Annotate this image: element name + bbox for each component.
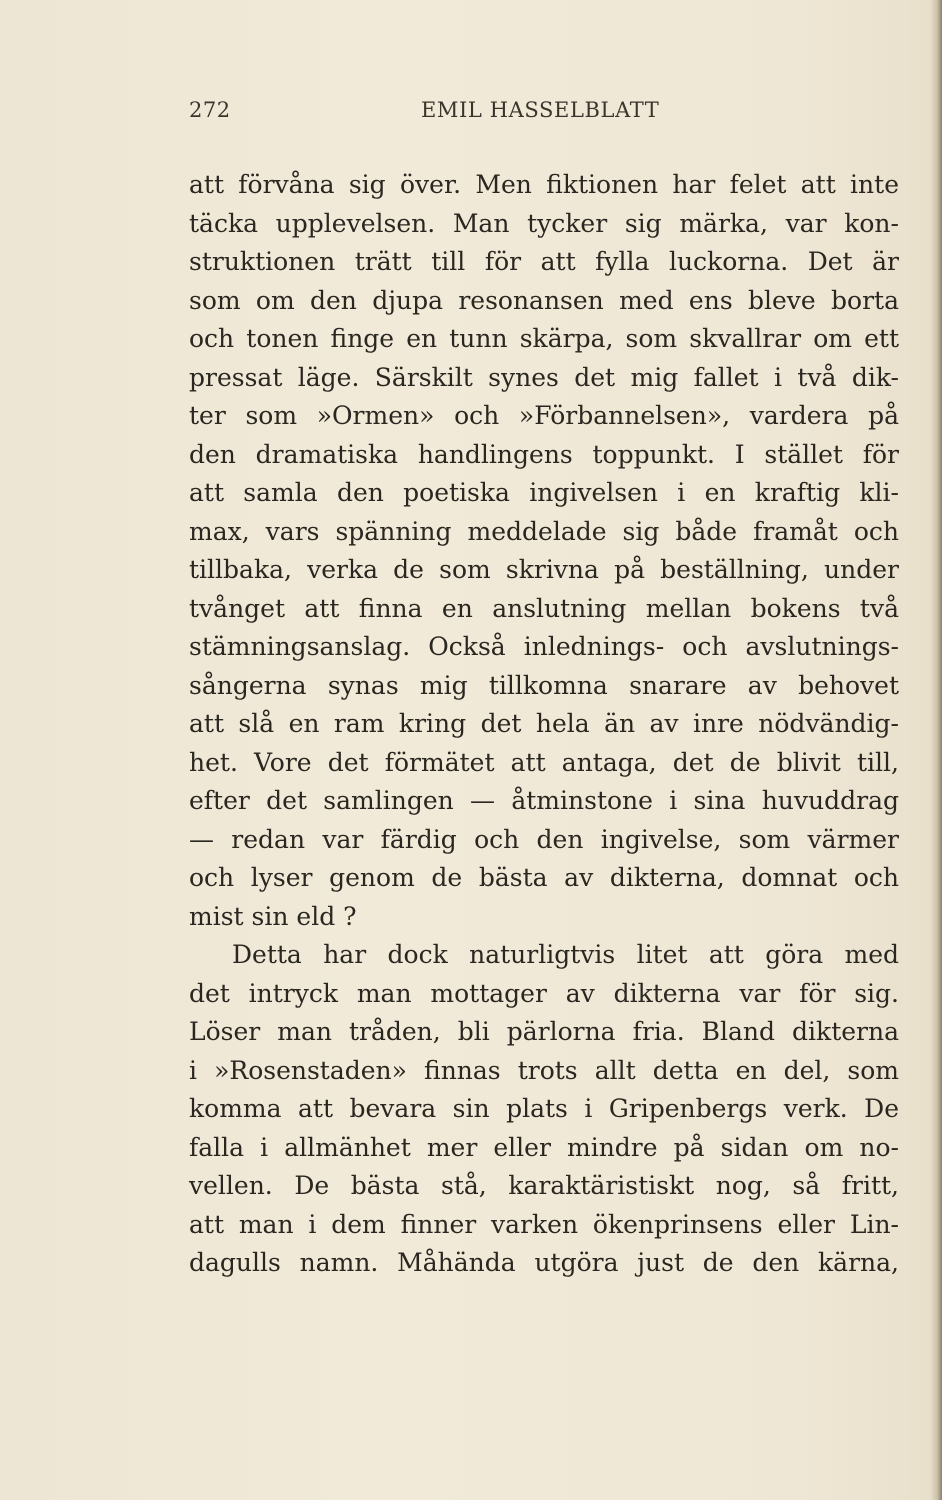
text-line: att förvåna sig över. Men fiktionen har felet att inte — [189, 170, 899, 199]
text-line: att man i dem finner varken ökenprinsens eller Lin- — [189, 1209, 899, 1239]
text-line: vellen. De bästa stå, karaktäristiskt nog, så fritt, — [189, 1171, 899, 1200]
text-line: att slå en ram kring det hela än av inre nödvändig- — [189, 709, 899, 738]
text-line: att samla den poetiska ingivelsen i en kraftig kli- — [189, 478, 899, 507]
text-line: och lyser genom de bästa av dikterna, domnat och — [189, 863, 899, 892]
body-text — [189, 166, 899, 1283]
paragraph-start-line: Detta har dock naturligtvis litet att göra med — [232, 940, 899, 969]
text-line: tillbaka, verka de som skrivna på beställning, under — [189, 555, 899, 584]
text-line: som om den djupa resonansen med ens bleve borta — [189, 285, 899, 315]
text-line: efter det samlingen — åtminstone i sina huvuddrag — [189, 786, 899, 815]
text-line: tvånget att finna en anslutning mellan bokens två — [189, 593, 899, 623]
text-line: falla i allmänhet mer eller mindre på sidan om no- — [189, 1132, 899, 1162]
page-number: 272 — [189, 98, 231, 122]
text-line: het. Vore det förmätet att antaga, det de blivit till, — [189, 747, 899, 777]
text-line: täcka upplevelsen. Man tycker sig märka, var kon- — [189, 208, 899, 238]
paragraph-end-line: mist sin eld ? — [189, 901, 357, 931]
text-line: ter som »Ormen» och »Förbannelsen», vardera på — [189, 401, 899, 430]
text-line: komma att bevara sin plats i Gripenbergs verk. De — [189, 1094, 899, 1123]
text-line: struktionen trätt till för att fylla luckorna. Det är — [189, 247, 899, 276]
text-line: stämningsanslag. Också inlednings- och avslutnings- — [189, 632, 899, 661]
text-line: pressat läge. Särskilt synes det mig fallet i två dik- — [189, 362, 899, 392]
page-header — [189, 98, 899, 138]
text-line: max, vars spänning meddelade sig både framåt och — [189, 516, 899, 546]
text-line: den dramatiska handlingens toppunkt. I stället för — [189, 439, 899, 469]
text-line: och tonen finge en tunn skärpa, som skvallrar om ett — [189, 324, 899, 353]
text-line: i »Rosenstaden» finnas trots allt detta en del, som — [189, 1055, 899, 1085]
page-edge-shadow — [930, 0, 942, 1500]
text-line: Löser man tråden, bli pärlorna fria. Bland dikterna — [189, 1017, 899, 1046]
text-line: dagulls namn. Måhända utgöra just de den kärna, — [189, 1248, 899, 1277]
running-head: EMIL HASSELBLATT — [421, 98, 660, 122]
text-line: — redan var färdig och den ingivelse, som värmer — [189, 824, 899, 854]
text-line: det intryck man mottager av dikterna var för sig. — [189, 978, 899, 1008]
text-line: sångerna synas mig tillkomna snarare av behovet — [189, 670, 899, 700]
